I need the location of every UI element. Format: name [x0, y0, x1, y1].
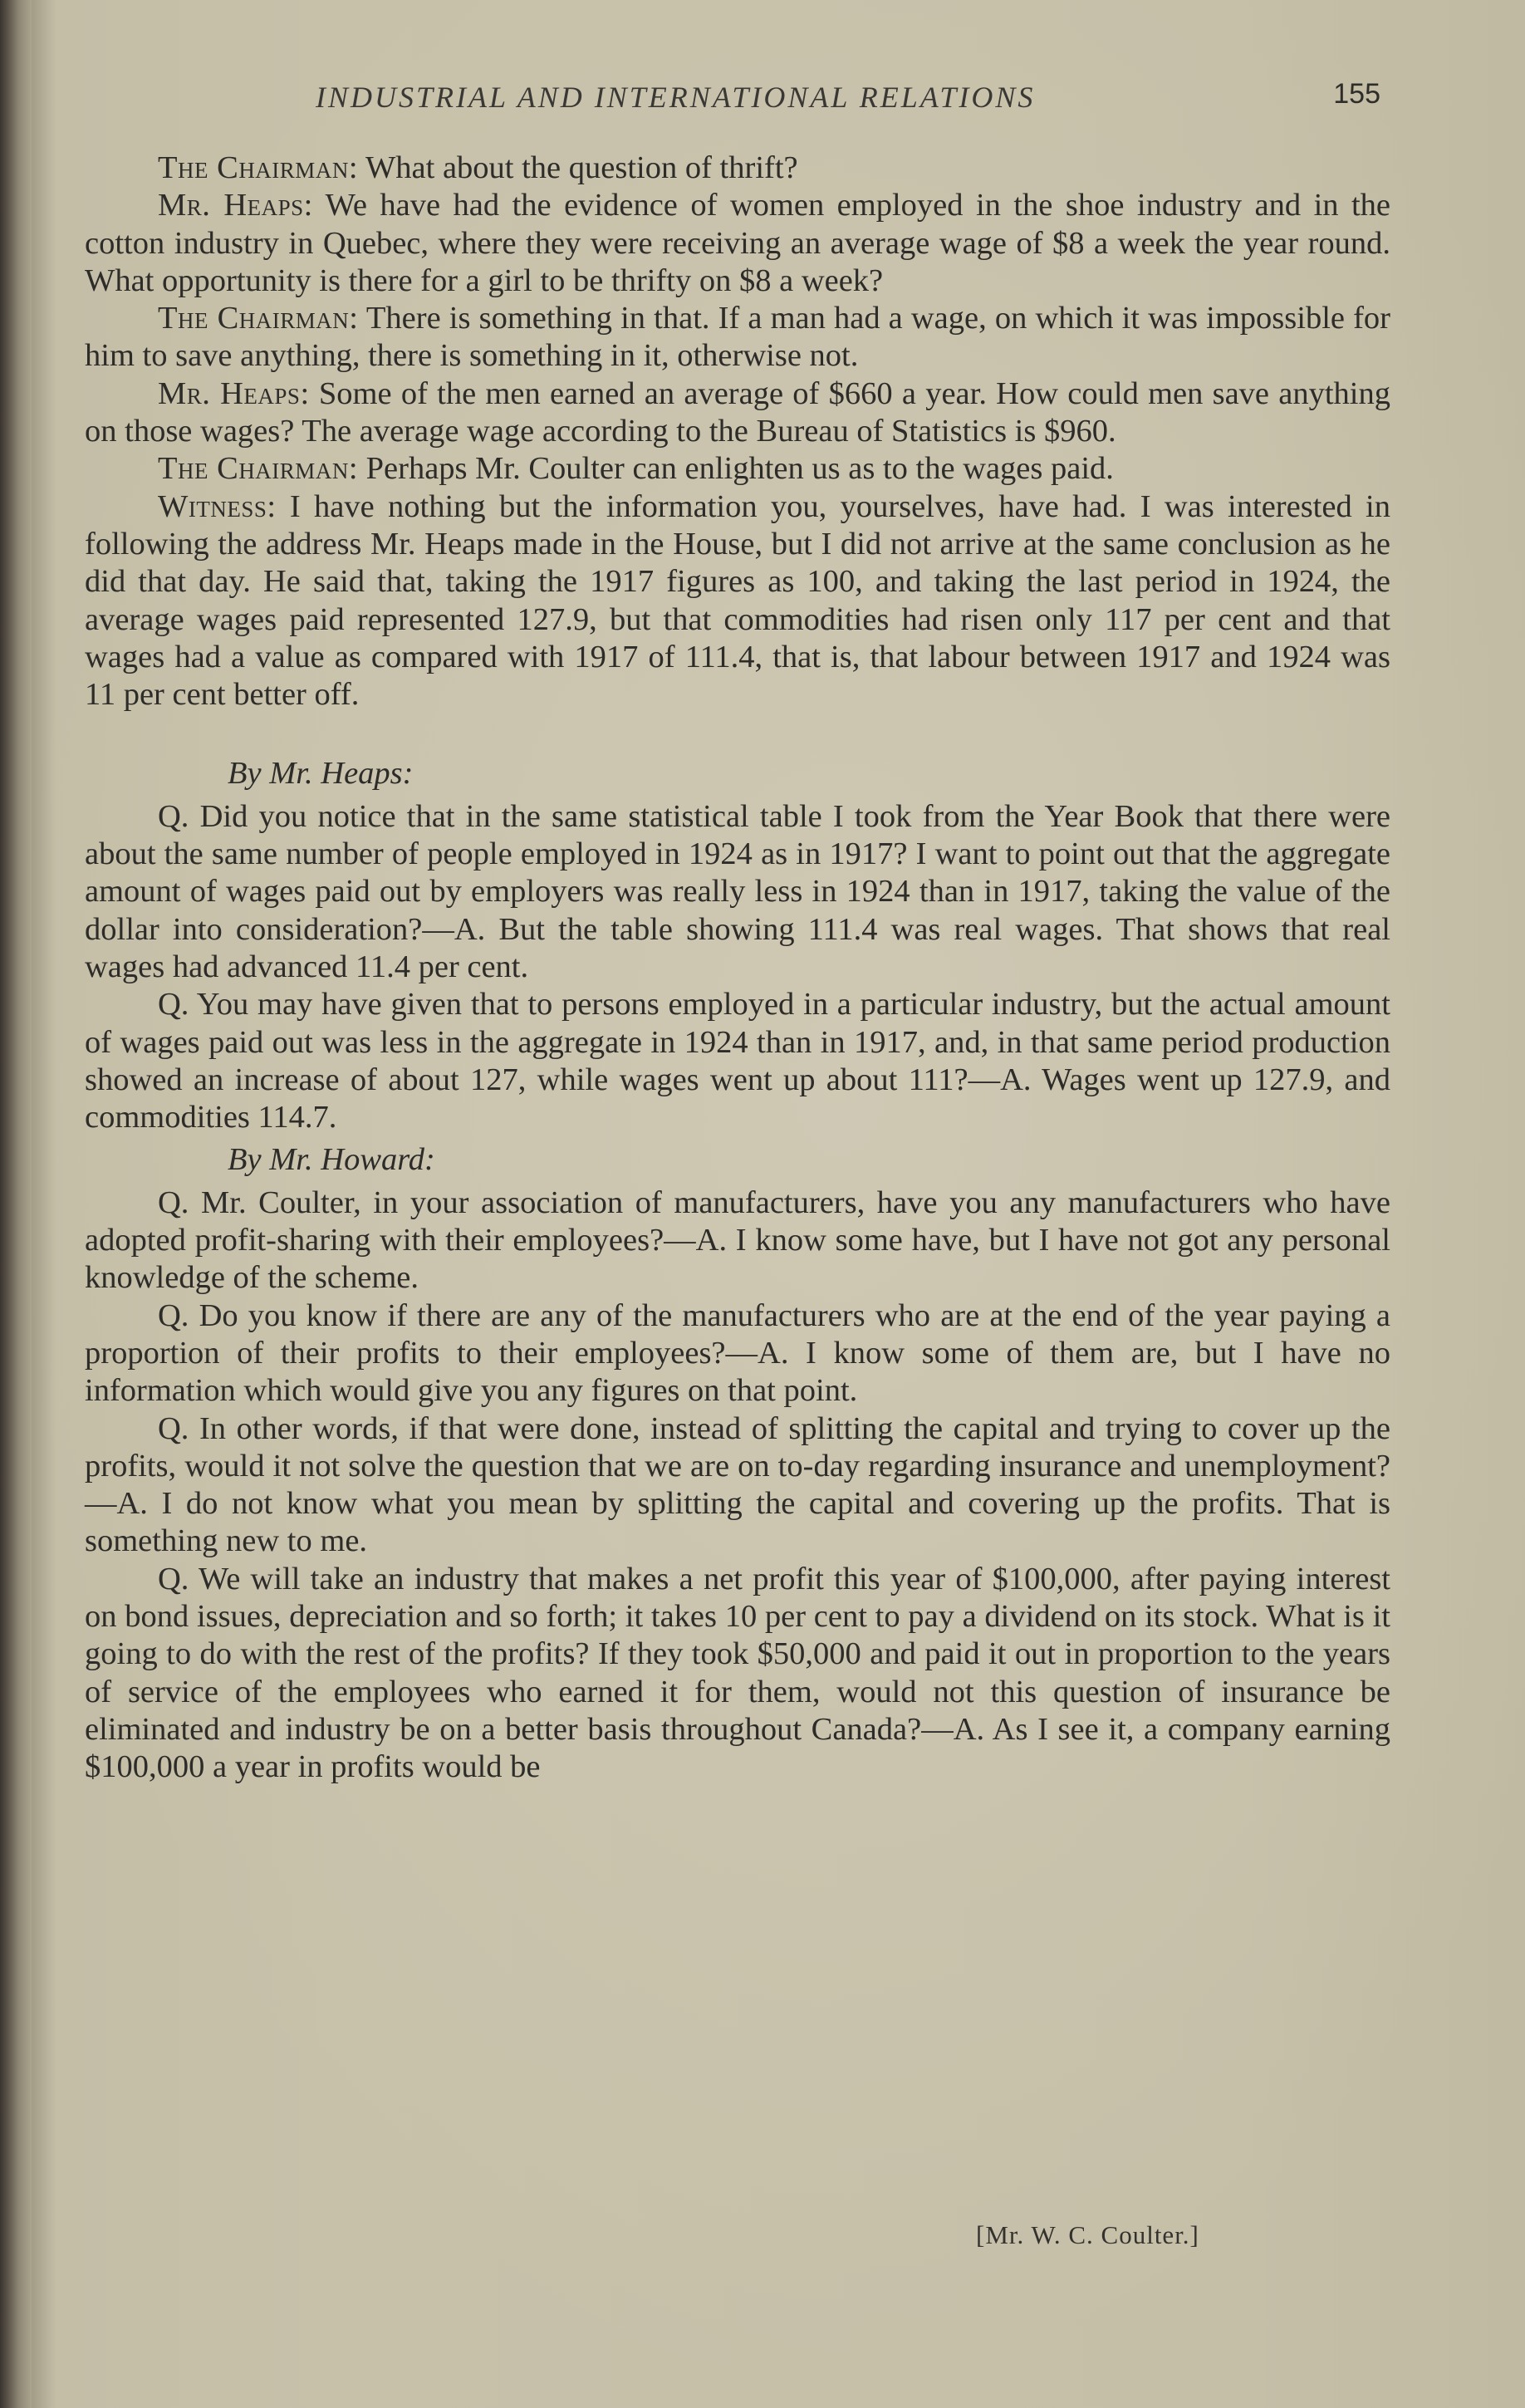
- byline-howard: By Mr. Howard:: [228, 1142, 435, 1178]
- witness-reference: [Mr. W. C. Coulter.]: [976, 2220, 1199, 2249]
- speech-text: Some of the men earned an average of $660 a year. How could men save anything on those wages? The average wage according to the Bureau of Statistics is $960.: [85, 375, 1390, 449]
- speech-text: I have nothing but the information you, yourselves, have had. I was interested in following the address Mr. Heaps made in the House, but I did not arrive at the same conclusion as he did that day. He said that, taking the 1917 figures as 100, and taking the last period in 1924, the average wages paid represented 127.9, but that commodities had risen only 117 per cent and that wages had a value as compared with 1917 of 111.4, that is, that labour between 1917 and 1924 was 11 per cent better off.: [85, 488, 1390, 713]
- page-header: [316, 80, 1404, 121]
- paragraph-2: [85, 187, 1390, 300]
- speaker: The Chairman:: [158, 301, 359, 336]
- page-number: 155: [1333, 78, 1380, 110]
- byline-heaps: By Mr. Heaps:: [228, 756, 414, 792]
- paragraph-1: [85, 150, 1390, 187]
- question-paragraph: Q. We will take an industry that makes a net profit this year of $100,000, after paying interest on bond issues, depreciation and so forth; it takes 10 per cent to pay a dividend on its stock. What is it going to do with the rest of the profits? If they took $50,000 and paid it out in proportion to the years of service of the employees who earned it for them, would not this question of insurance be eliminated and industry be on a better basis throughout Canada?—A. As I see it, a company earning $100,000 a year in profits would be: [85, 1561, 1390, 1785]
- paragraph-5: [85, 450, 1390, 488]
- speech-text: Perhaps Mr. Coulter can enlighten us as to the wages paid.: [358, 451, 1114, 487]
- question-paragraph: Q. Mr. Coulter, in your association of manufacturers, have you any manufacturers who have adopted profit-sharing with their employees?—A. I know some have, but I have not got any personal knowledge of the scheme.: [85, 1184, 1390, 1296]
- paragraph-4: [85, 375, 1390, 451]
- speaker: Witness:: [158, 488, 277, 524]
- question-paragraph: Q. You may have given that to persons employed in a particular industry, but the actual amount of wages paid out was less in the aggregate in 1924 than in 1917, and, in that same period production showed an increase of about 127, while wages went up about 111?—A. Wages went up 127.9, and commodities 114.7.: [85, 987, 1390, 1135]
- page-body: [85, 150, 1390, 1786]
- speech-text: We have had the evidence of women employed in the shoe industry and in the cotton industry in Quebec, where they were receiving an average wage of $8 a week the year round. What opportunity is there for a girl to be thrifty on $8 a week?: [85, 188, 1391, 298]
- paragraph-6: [85, 488, 1390, 714]
- speech-text: There is something in that. If a man had a wage, on which it was impossible for him to save anything, there is something in it, otherwise not.: [85, 301, 1390, 374]
- spine-gradient: [32, 0, 56, 2408]
- speaker: Mr. Heaps:: [158, 375, 310, 411]
- running-head: INDUSTRIAL AND INTERNATIONAL RELATIONS: [316, 81, 1036, 114]
- paragraph-3: [85, 300, 1390, 375]
- book-spine-shadow: [0, 0, 32, 2408]
- question-paragraph: Q. Did you notice that in the same statistical table I took from the Year Book that there were about the same number of people employed in 1924 as in 1917? I want to point out that the aggregate amount of wages paid out by employers was really less in 1924 than in 1917, taking the value of the dollar into consideration?—A. But the table showing 111.4 was real wages. That shows that real wages had advanced 11.4 per cent.: [85, 798, 1390, 984]
- question-paragraph: Q. Do you know if there are any of the manufacturers who are at the end of the year paying a proportion of their profits to their employees?—A. I know some of them are, but I have no information which would give you any figures on that point.: [85, 1297, 1390, 1409]
- speaker: The Chairman:: [158, 451, 359, 487]
- speaker: The Chairman:: [158, 150, 359, 185]
- question-paragraph: Q. In other words, if that were done, instead of splitting the capital and trying to cover up the profits, would it not solve the question that we are on to-day regarding insurance and unemployment?—A. I do not know what you mean by splitting the capital and covering up the profits. That is something new to me.: [85, 1410, 1390, 1559]
- speaker: Mr. Heaps:: [158, 188, 313, 223]
- speech-text: What about the question of thrift?: [358, 150, 798, 185]
